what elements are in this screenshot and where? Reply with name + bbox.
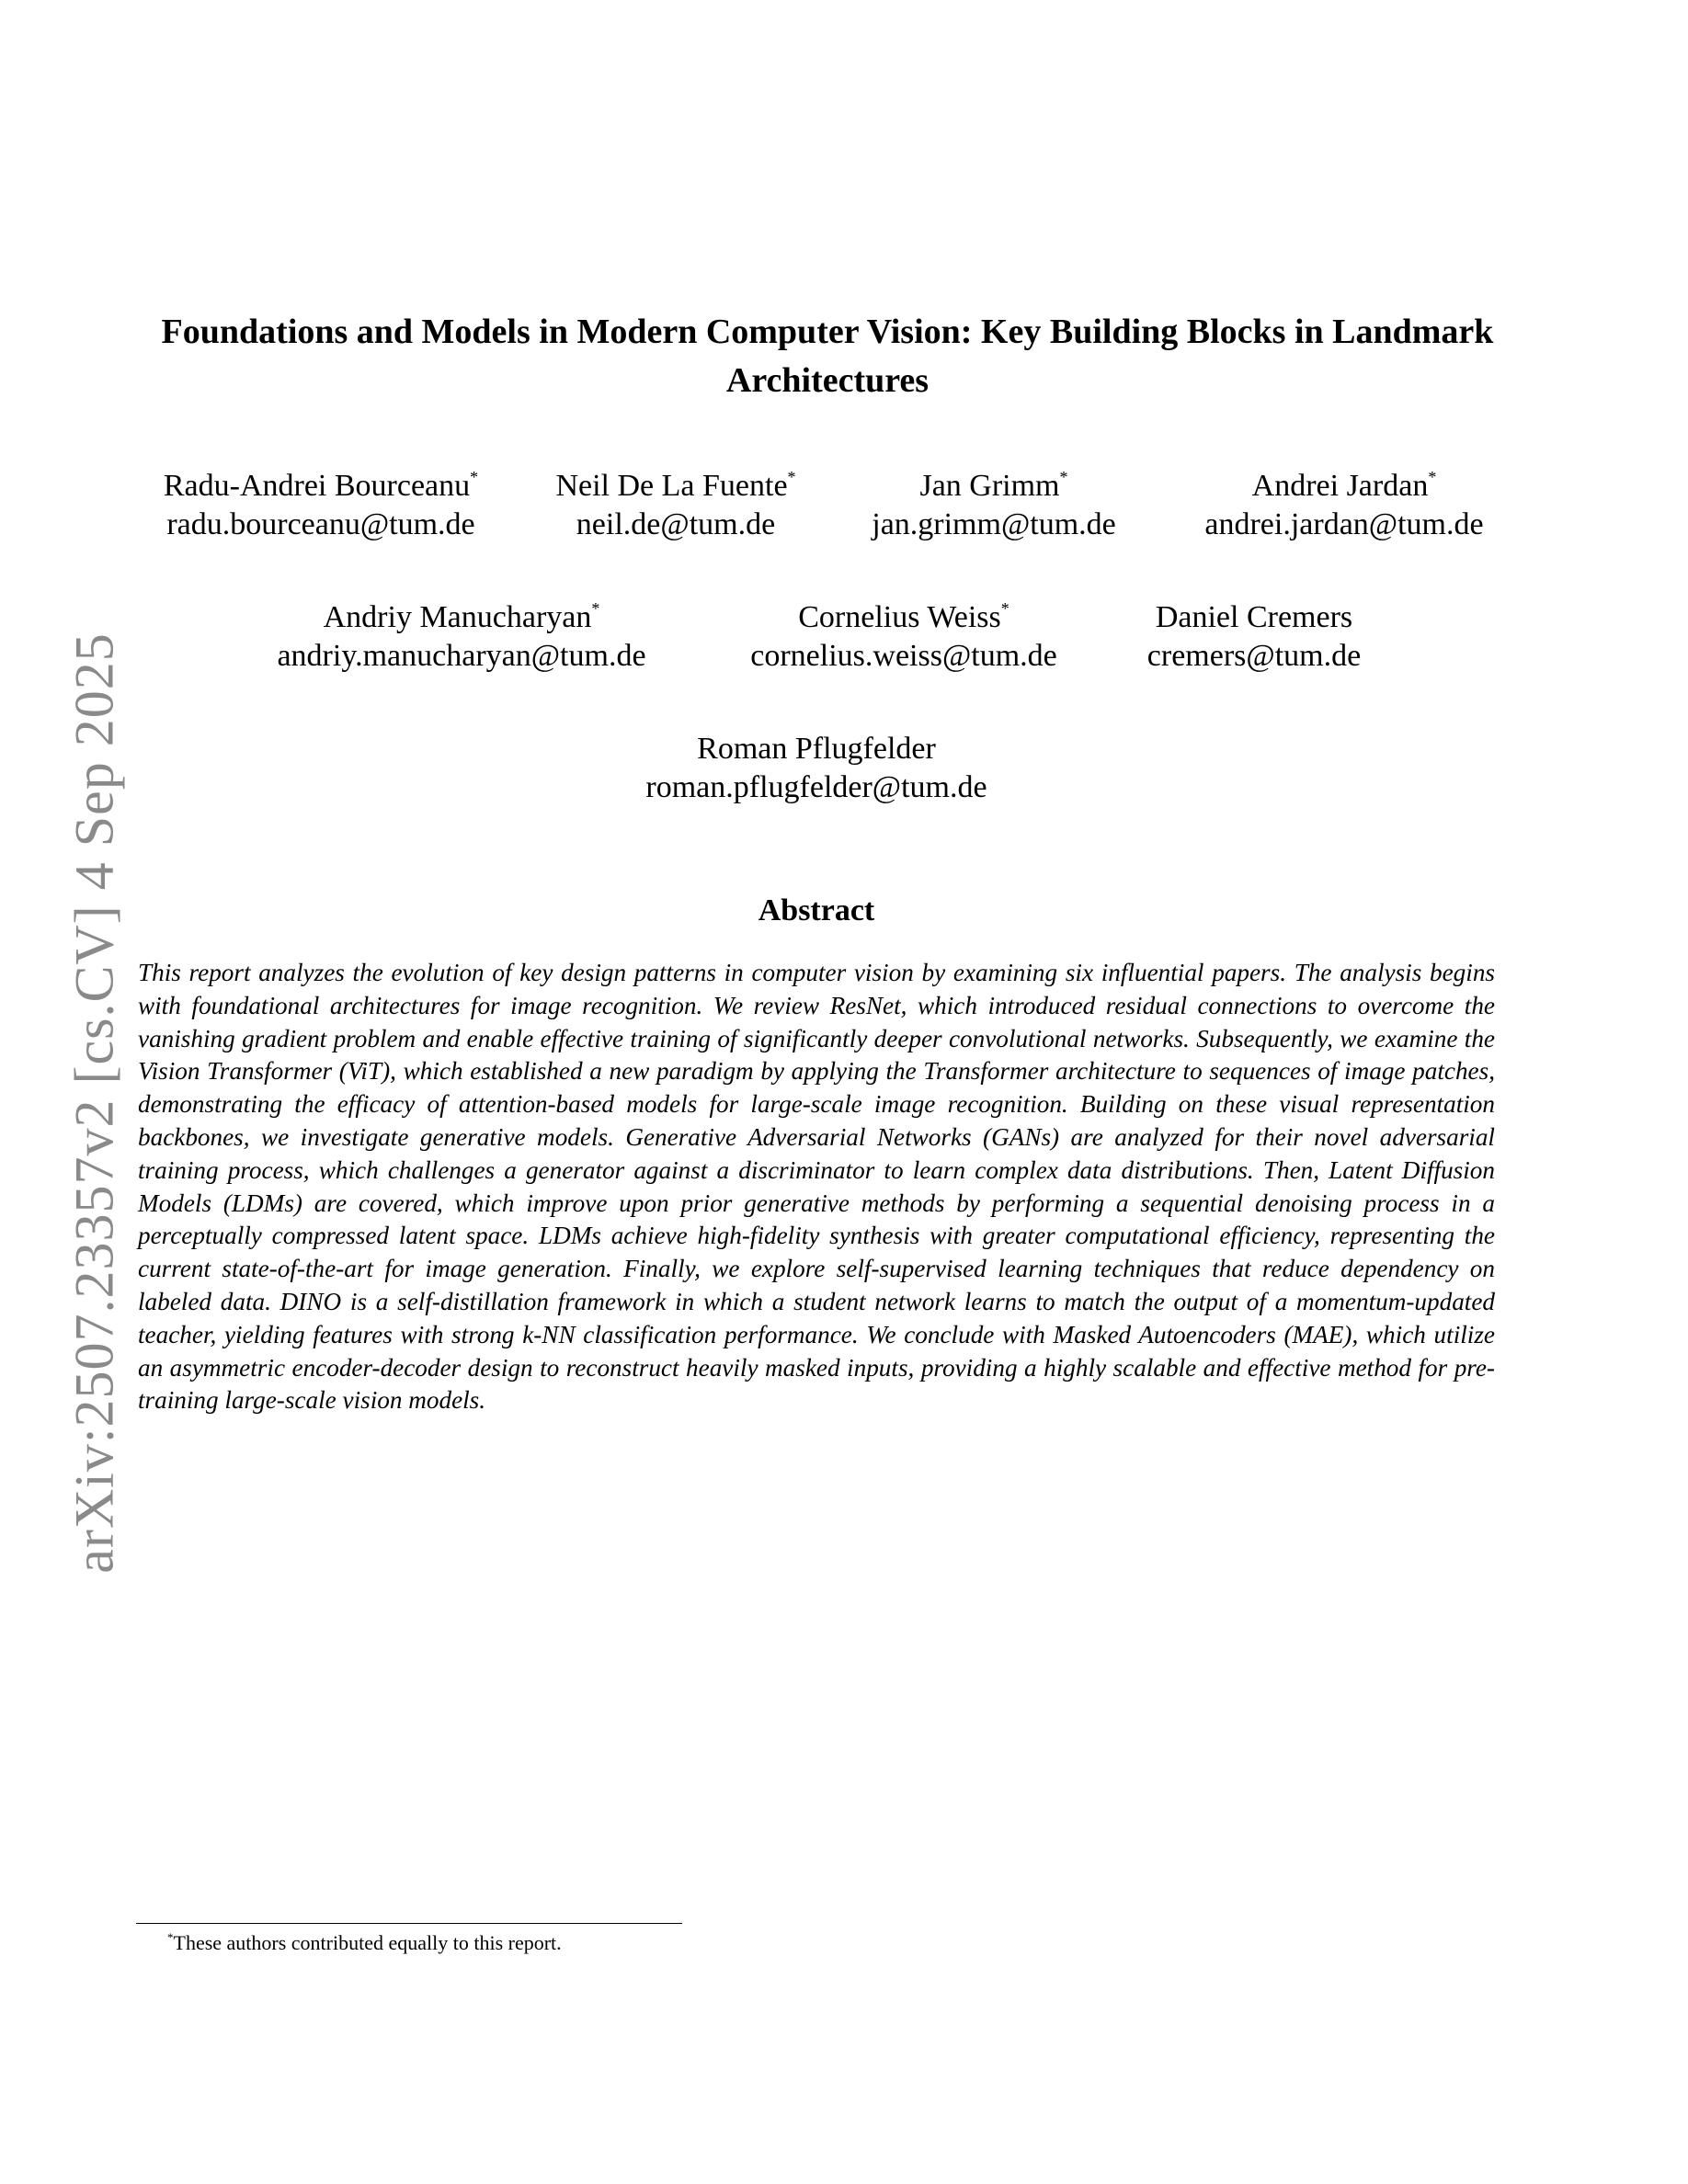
author-block bbox=[1147, 598, 1361, 676]
author-block bbox=[645, 730, 987, 807]
abstract-heading: Abstract bbox=[758, 893, 875, 927]
author-name: Cornelius Weiss* bbox=[798, 599, 1009, 634]
author-email: cornelius.weiss@tum.de bbox=[750, 639, 1057, 673]
author-footnote-mark: * bbox=[787, 468, 796, 486]
author-name: Andrei Jardan* bbox=[1251, 468, 1437, 503]
footnote-mark: * bbox=[167, 1930, 174, 1944]
author-email: roman.pflugfelder@tum.de bbox=[645, 770, 987, 804]
author-email: andriy.manucharyan@tum.de bbox=[277, 639, 646, 673]
author-name: Neil De La Fuente* bbox=[555, 468, 796, 503]
author-block bbox=[750, 598, 1056, 676]
author-email: jan.grimm@tum.de bbox=[872, 507, 1116, 541]
footnote bbox=[167, 1931, 562, 1955]
author-footnote-mark: * bbox=[591, 599, 600, 618]
author-block bbox=[277, 598, 645, 676]
author-footnote-mark: * bbox=[1059, 468, 1068, 486]
author-name: Jan Grimm* bbox=[919, 468, 1068, 503]
author-name: Roman Pflugfelder bbox=[697, 732, 936, 766]
footnote-text: These authors contributed equally to this report. bbox=[173, 1931, 562, 1954]
author-email: cremers@tum.de bbox=[1146, 639, 1362, 673]
author-block bbox=[1204, 467, 1483, 544]
author-email: andrei.jardan@tum.de bbox=[1204, 507, 1484, 541]
author-name: Daniel Cremers bbox=[1155, 600, 1353, 634]
author-footnote-mark: * bbox=[470, 468, 479, 486]
paper-title: Foundations and Models in Modern Computer Vision: Key Building Blocks in Landmark Architectures bbox=[161, 313, 1494, 400]
arxiv-identifier-stamp: arXiv:2507.23357v2 [cs.CV] 4 Sep 2025 bbox=[63, 632, 125, 1574]
author-block bbox=[872, 467, 1116, 544]
author-block bbox=[164, 467, 478, 544]
abstract-text: This report analyzes the evolution of key design patterns in computer vision by examining six influential papers. The analysis begins with foundational architectures for image recognition. We review ResNet, which introduced residual connections to overcome the vanishing gradient problem and enable effective training of significantly deeper convolutional networks. Subsequently, we examine the Vision Transformer (ViT), which established a new paradigm by applying the Transformer architecture to sequences of image patches, demonstrating the efficacy of attention-based models for large-scale image recognition. Building on these visual representation backbones, we investigate generative models. Generative Adversarial Networks (GANs) are analyzed for their novel adversarial training process, which challenges a generator against a discriminator to learn complex data distributions. Then, Latent Diffusion Models (LDMs) are covered, which improve upon prior generative methods by performing a sequential denoising process in a perceptually compressed latent space. LDMs achieve high-fidelity synthesis with greater computational efficiency, representing the current state-of-the-art for image generation. Finally, we explore self-supervised learning techniques that reduce dependency on labeled data. DINO is a self-distillation framework in which a student network learns to match the output of a momentum-updated teacher, yielding features with strong k-NN classification performance. We conclude with Masked Autoencoders (MAE), which utilize an asymmetric encoder-decoder design to reconstruct heavily masked inputs, providing a highly scalable and effective method for pre-training large-scale vision models. bbox=[138, 959, 1495, 1415]
author-email: radu.bourceanu@tum.de bbox=[166, 507, 475, 541]
author-block bbox=[555, 467, 795, 544]
author-email: neil.de@tum.de bbox=[576, 507, 776, 541]
author-footnote-mark: * bbox=[1428, 468, 1437, 486]
author-name: Andriy Manucharyan* bbox=[323, 599, 600, 634]
footnote-divider bbox=[136, 1923, 682, 1924]
author-footnote-mark: * bbox=[1000, 599, 1009, 618]
author-name: Radu-Andrei Bourceanu* bbox=[163, 468, 479, 503]
